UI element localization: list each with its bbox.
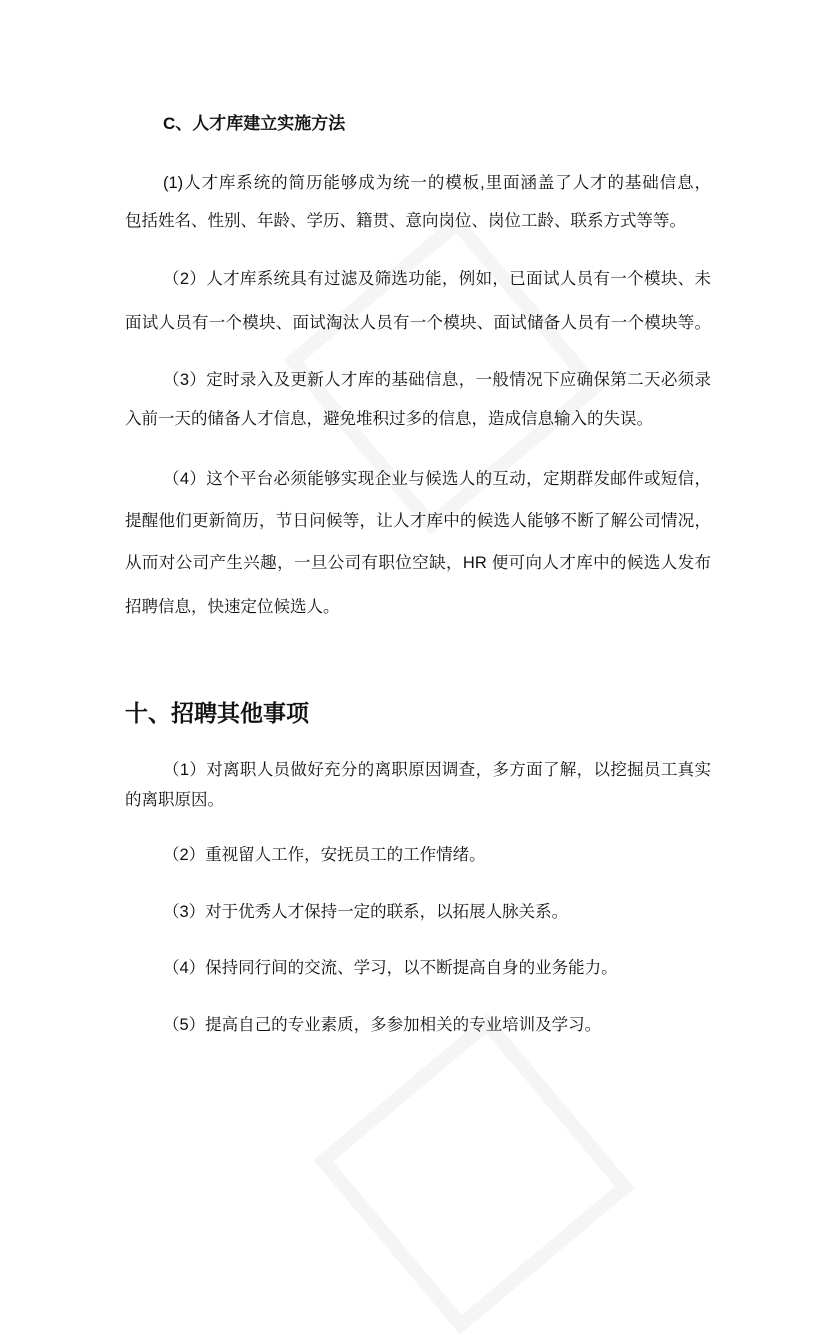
paragraph-line: 包括姓名、性别、年龄、学历、籍贯、意向岗位、岗位工龄、联系方式等等。 bbox=[125, 212, 686, 230]
paragraph-line: 面试人员有一个模块、面试淘汰人员有一个模块、面试储备人员有一个模块等。 bbox=[125, 314, 711, 332]
paragraph-line: 从而对公司产生兴趣，一旦公司有职位空缺，HR 便可向人才库中的候选人发布 bbox=[125, 554, 711, 572]
list-item-line: （5）提高自己的专业素质，多参加相关的专业培训及学习。 bbox=[163, 1016, 602, 1034]
paragraph-line: （2）人才库系统具有过滤及筛选功能，例如，已面试人员有一个模块、未 bbox=[163, 270, 711, 288]
list-item-line: （1）对离职人员做好充分的离职原因调查，多方面了解，以挖掘员工真实 bbox=[163, 761, 711, 779]
list-item-line: （4）保持同行间的交流、学习，以不断提高自身的业务能力。 bbox=[163, 959, 618, 977]
paragraph-line: 入前一天的储备人才信息，避免堆积过多的信息，造成信息输入的失误。 bbox=[125, 410, 653, 428]
paragraph-line: 招聘信息，快速定位候选人。 bbox=[125, 598, 340, 616]
list-item-line: 的离职原因。 bbox=[125, 791, 224, 809]
list-item-line: （2）重视留人工作，安抚员工的工作情绪。 bbox=[163, 846, 486, 864]
section-c-heading: C、人才库建立实施方法 bbox=[163, 114, 346, 133]
paragraph-line: 提醒他们更新简历，节日问候等，让人才库中的候选人能够不断了解公司情况， bbox=[125, 512, 711, 530]
list-item-line: （3）对于优秀人才保持一定的联系，以拓展人脉关系。 bbox=[163, 903, 569, 921]
paragraph-line: （4）这个平台必须能够实现企业与候选人的互动，定期群发邮件或短信， bbox=[163, 470, 711, 488]
section-10-heading: 十、招聘其他事项 bbox=[125, 700, 309, 726]
paragraph-line: （3）定时录入及更新人才库的基础信息，一般情况下应确保第二天必须录 bbox=[163, 371, 711, 389]
paragraph-line: (1)人才库系统的简历能够成为统一的模板,里面涵盖了人才的基础信息， bbox=[163, 174, 711, 192]
